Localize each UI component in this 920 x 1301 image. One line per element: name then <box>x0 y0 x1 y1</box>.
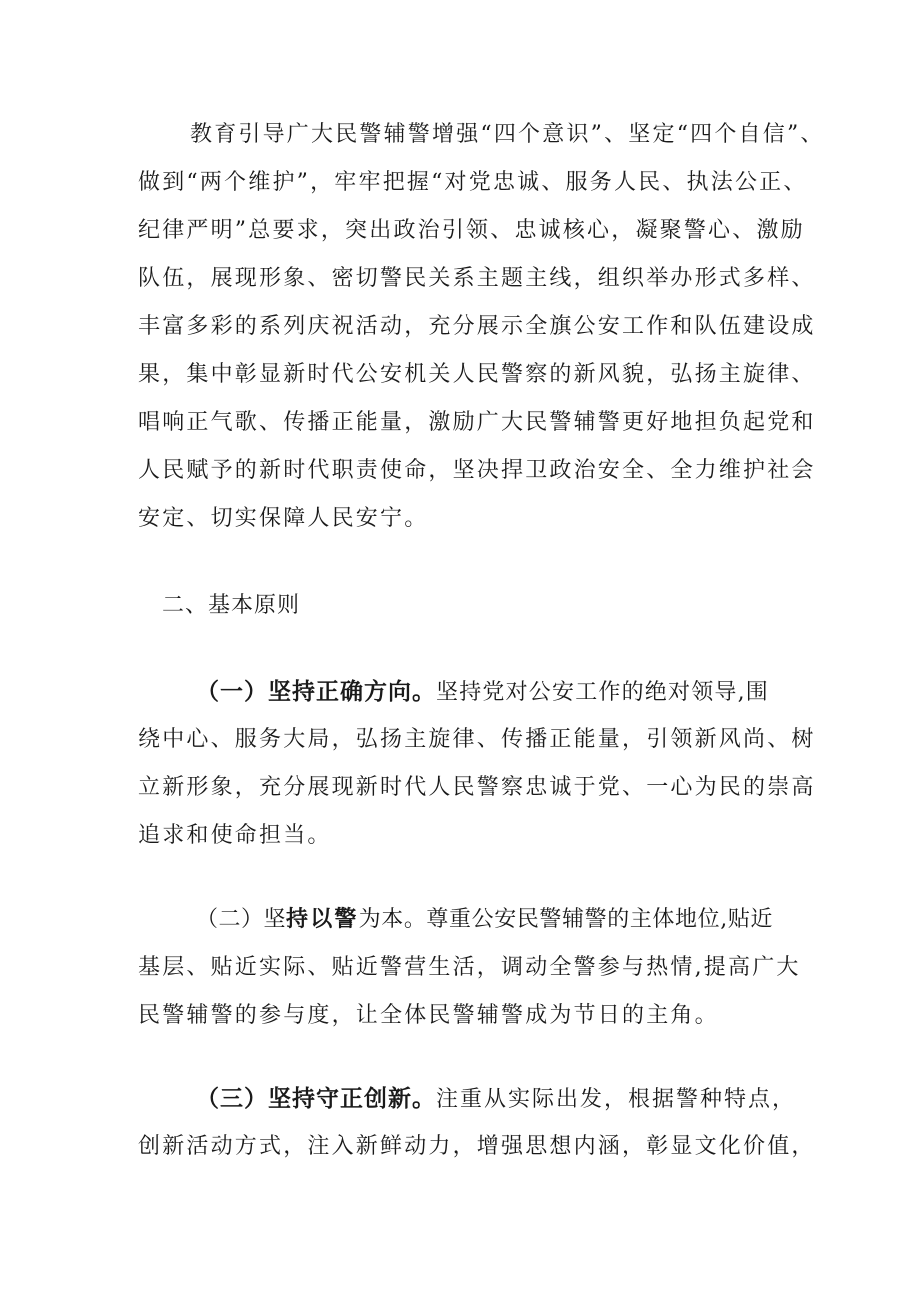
principle-1-lead: （一）坚持正确方向。 <box>196 679 436 705</box>
principle-1-first-line <box>196 677 856 708</box>
principle-2-lead-prefix: （二）坚 <box>196 907 287 932</box>
intro-line-1: 教育引导广大民警辅警增强“四个意识”、坚定“四个自信”、 <box>190 122 825 147</box>
principle-1-line-2: 绕中心、服务大局，弘扬主旋律、传播正能量，引领新风尚、树 <box>138 727 816 752</box>
principle-1-line-4: 追求和使命担当。 <box>138 823 332 848</box>
principle-3-first-rest: 注重从实际出发，根据警种特点， <box>436 1087 797 1112</box>
intro-line-4: 队伍，展现形象、密切警民关系主题主线，组织举办形式多样、 <box>138 266 816 291</box>
intro-line-3: 纪律严明”总要求，突出政治引领、忠诚核心，凝聚警心、激励 <box>138 218 805 243</box>
section-heading: 二、基本原则 <box>162 593 301 618</box>
intro-line-5: 丰富多彩的系列庆祝活动，充分展示全旗公安工作和队伍建设成 <box>138 314 816 339</box>
principle-1-line-3: 立新形象，充分展现新时代人民警察忠诚于党、一心为民的崇高 <box>138 775 816 800</box>
intro-line-6: 果，集中彰显新时代公安机关人民警察的新风貌，弘扬主旋律、 <box>138 362 816 387</box>
principle-2-line-3: 民警辅警的参与度，让全体民警辅警成为节日的主角。 <box>138 1003 719 1028</box>
principle-2-first-line <box>196 905 856 935</box>
principle-2-first-rest: 为本。尊重公安民警辅警的主体地位,贴近 <box>358 907 774 932</box>
principle-1-first-rest: 坚持党对公安工作的绝对领导,围 <box>436 680 769 705</box>
principle-2-line-2: 基层、贴近实际、贴近警营生活，调动全警参与热情,提高广大 <box>138 955 801 980</box>
intro-line-9: 安定、切实保障人民安宁。 <box>138 506 429 531</box>
principle-2-lead-bold: 持以警 <box>286 907 359 932</box>
principle-3-lead: （三）坚持守正创新。 <box>196 1086 436 1112</box>
principle-3-first-line <box>196 1084 856 1115</box>
principle-3-line-2: 创新活动方式，注入新鲜动力，增强思想内涵，彰显文化价值， <box>138 1134 816 1159</box>
intro-line-7: 唱响正气歌、传播正能量，激励广大民警辅警更好地担负起党和 <box>138 410 816 435</box>
intro-line-8: 人民赋予的新时代职责使命，坚决捍卫政治安全、全力维护社会 <box>138 458 816 483</box>
intro-line-2: 做到“两个维护”，牢牢把握“对党忠诚、服务人民、执法公正、 <box>138 170 808 195</box>
